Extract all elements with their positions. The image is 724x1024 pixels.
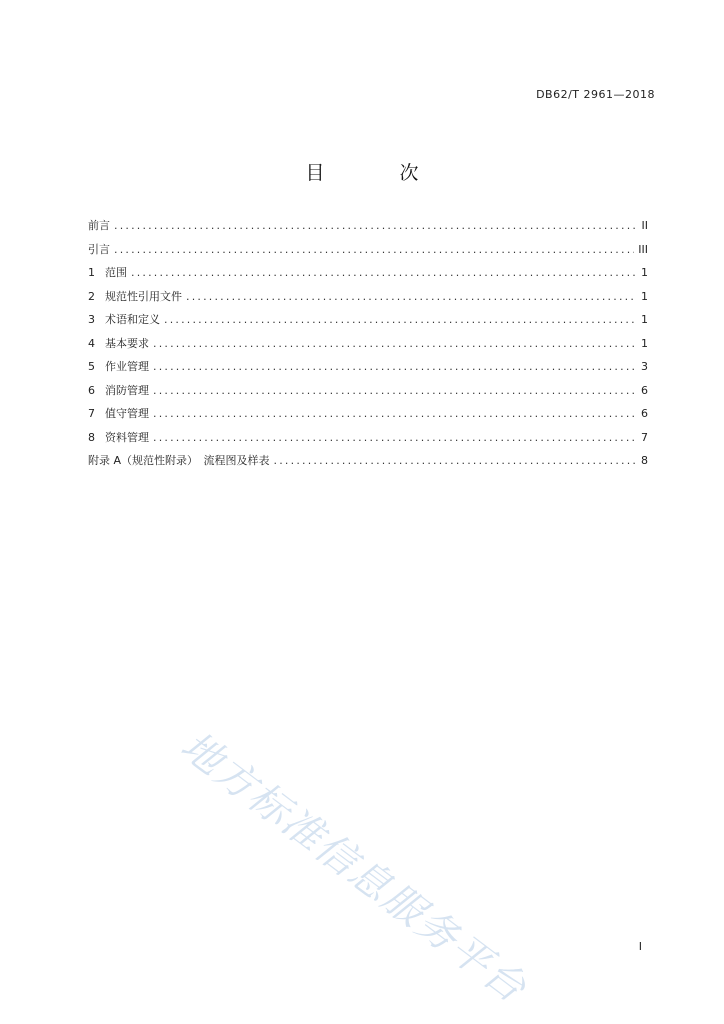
toc-entry-page: II bbox=[641, 219, 648, 232]
toc-entry-number: 8 bbox=[88, 430, 95, 444]
toc-leader-dots bbox=[153, 360, 636, 373]
toc-entry-number: 6 bbox=[88, 383, 95, 397]
toc-entry-page: III bbox=[638, 242, 648, 256]
toc-leader-dots bbox=[164, 313, 636, 326]
toc-entry-label: 消防管理 bbox=[105, 383, 149, 397]
toc-entry-page: 6 bbox=[641, 383, 648, 397]
toc-entry-appendix-a[interactable] bbox=[88, 452, 648, 476]
toc-entry-page: 1 bbox=[641, 266, 648, 279]
toc-entry-label: 作业管理 bbox=[105, 360, 149, 373]
toc-entry-label: 资料管理 bbox=[105, 430, 149, 444]
table-of-contents bbox=[88, 217, 648, 476]
toc-entry-page: 3 bbox=[641, 360, 648, 373]
toc-entry-basic-requirements[interactable] bbox=[88, 335, 648, 359]
toc-entry-number: 7 bbox=[88, 407, 95, 420]
toc-entry-number: 4 bbox=[88, 336, 95, 350]
toc-leader-dots bbox=[153, 337, 636, 350]
toc-entry-page: 1 bbox=[641, 336, 648, 350]
toc-entry-page: 6 bbox=[641, 407, 648, 420]
toc-entry-operation-management[interactable] bbox=[88, 358, 648, 382]
toc-leader-dots bbox=[186, 290, 636, 303]
page-number: I bbox=[638, 940, 642, 953]
toc-entry-label: 基本要求 bbox=[105, 336, 149, 350]
toc-entry-label: 引言 bbox=[88, 242, 110, 256]
toc-entry-duty-management[interactable] bbox=[88, 405, 648, 429]
toc-entry-page: 1 bbox=[641, 313, 648, 326]
toc-entry-page: 1 bbox=[641, 289, 648, 303]
toc-leader-dots bbox=[274, 454, 636, 467]
toc-leader-dots bbox=[114, 219, 636, 232]
toc-entry-normative-references[interactable] bbox=[88, 288, 648, 312]
watermark: 地方标准信息服务平台 bbox=[172, 722, 536, 1013]
toc-entry-label: 范围 bbox=[105, 266, 127, 279]
toc-entry-label: 规范性引用文件 bbox=[105, 289, 182, 303]
toc-entry-number: 5 bbox=[88, 360, 95, 373]
toc-entry-label: 前言 bbox=[88, 219, 110, 232]
toc-entry-foreword[interactable] bbox=[88, 217, 648, 241]
toc-entry-fire-management[interactable] bbox=[88, 382, 648, 406]
toc-leader-dots bbox=[153, 407, 636, 420]
toc-entry-page: 8 bbox=[641, 454, 648, 467]
toc-leader-dots bbox=[131, 266, 636, 279]
toc-entry-number: 2 bbox=[88, 289, 95, 303]
toc-entry-page: 7 bbox=[641, 430, 648, 444]
toc-entry-label: 术语和定义 bbox=[105, 313, 160, 326]
toc-entry-label: 附录 A（规范性附录） 流程图及样表 bbox=[88, 454, 270, 467]
toc-entry-scope[interactable] bbox=[88, 264, 648, 288]
page-title: 目 次 bbox=[305, 162, 447, 184]
toc-leader-dots bbox=[153, 384, 636, 397]
toc-leader-dots bbox=[153, 431, 636, 444]
toc-entry-records-management[interactable] bbox=[88, 429, 648, 453]
toc-entry-number: 3 bbox=[88, 313, 95, 326]
toc-leader-dots bbox=[114, 243, 634, 256]
toc-entry-label: 值守管理 bbox=[105, 407, 149, 420]
document-code: DB62/T 2961—2018 bbox=[536, 88, 655, 101]
toc-entry-terms-definitions[interactable] bbox=[88, 311, 648, 335]
toc-entry-number: 1 bbox=[88, 266, 95, 279]
toc-entry-introduction[interactable] bbox=[88, 241, 648, 265]
